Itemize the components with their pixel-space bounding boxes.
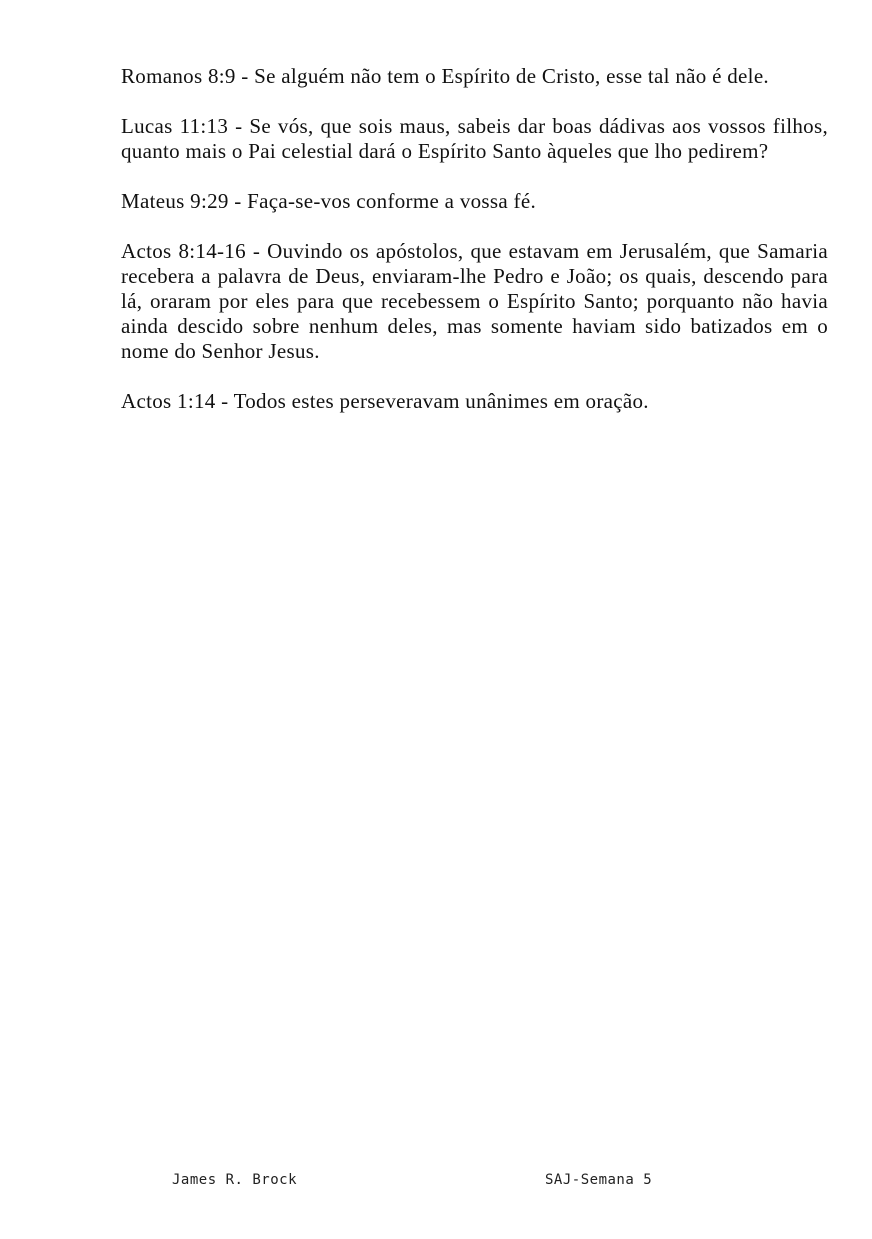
- verse-lucas-11-13: Lucas 11:13 - Se vós, que sois maus, sabeis dar boas dádivas aos vossos filhos, quanto mais o Pai celestial dará o Espírito Santo àqueles que lho pedirem?: [121, 114, 828, 163]
- verse-mateus-9-29: Mateus 9:29 - Faça-se-vos conforme a vossa fé.: [121, 189, 537, 213]
- verse-romanos-8-9: Romanos 8:9 - Se alguém não tem o Espírito de Cristo, esse tal não é dele.: [121, 64, 769, 88]
- verse-actos-8-14-16: Actos 8:14-16 - Ouvindo os apóstolos, que estavam em Jerusalém, que Samaria recebera a palavra de Deus, enviaram-lhe Pedro e João; os quais, descendo para lá, oraram por eles para que recebessem o Espírito Santo; porquanto não havia ainda descido sobre nenhum deles, mas somente haviam sido batizados em o nome do Senhor Jesus.: [121, 239, 828, 363]
- verse-list: [121, 64, 828, 414]
- verse-actos-1-14: Actos 1:14 - Todos estes perseveravam unânimes em oração.: [121, 389, 649, 413]
- footer-week-label: SAJ-Semana 5: [545, 1172, 653, 1188]
- footer-author: James R. Brock: [172, 1172, 298, 1188]
